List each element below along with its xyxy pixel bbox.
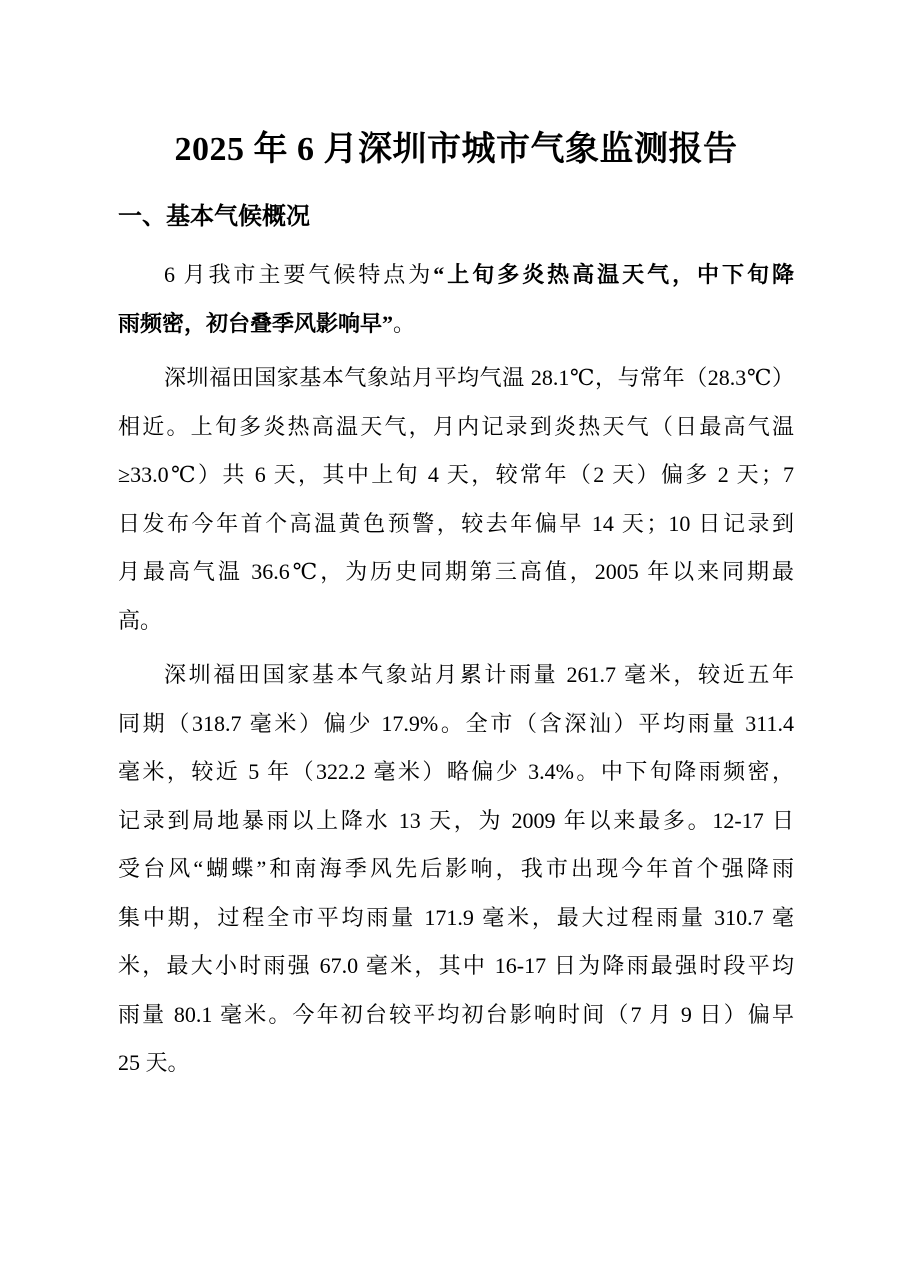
paragraph-line: 集中期，过程全市平均雨量 171.9 毫米，最大过程雨量 310.7 毫 xyxy=(118,904,794,930)
paragraph-text: 。 xyxy=(393,310,416,336)
paragraph-line: 雨量 80.1 毫米。今年初台较平均初台影响时间（7 月 9 日）偏早 xyxy=(118,1001,794,1027)
paragraph-line: 深圳福田国家基本气象站月平均气温 28.1℃，与常年（28.3℃） xyxy=(164,365,794,390)
paragraph-line: 米，最大小时雨强 67.0 毫米，其中 16-17 日为降雨最强时段平均 xyxy=(118,953,794,978)
paragraph-line: 深圳福田国家基本气象站月累计雨量 261.7 毫米，较近五年 xyxy=(164,662,794,687)
paragraph-line: 相近。上旬多炎热高温天气，月内记录到炎热天气（日最高气温 xyxy=(118,413,794,439)
paragraph-rainfall xyxy=(118,651,794,1088)
paragraph-line: 高。 xyxy=(118,607,163,633)
paragraph-text-bold: “上旬多炎热高温天气，中下旬降 xyxy=(433,262,794,287)
paragraph-line: 记录到局地暴雨以上降水 13 天，为 2009 年以来最多。12-17 日 xyxy=(118,807,794,833)
document-title: 2025 年 6 月深圳市城市气象监测报告 xyxy=(174,131,738,168)
paragraph-temperature xyxy=(118,354,794,645)
paragraph-line: 同期（318.7 毫米）偏少 17.9%。全市（含深汕）平均雨量 311.4 xyxy=(118,710,794,736)
paragraph-line: 25 天。 xyxy=(118,1050,190,1075)
paragraph-line xyxy=(118,300,794,349)
paragraph-climate-features xyxy=(118,251,794,348)
paragraph-text: 6 月我市主要气候特点为 xyxy=(164,262,434,287)
paragraph-line: 月最高气温 36.6℃，为历史同期第三高值，2005 年以来同期最 xyxy=(118,559,794,584)
paragraph-line: 日发布今年首个高温黄色预警，较去年偏早 14 天；10 日记录到 xyxy=(118,510,794,536)
document-content xyxy=(118,0,794,1088)
paragraph-line: ≥33.0℃）共 6 天，其中上旬 4 天，较常年（2 天）偏多 2 天；7 xyxy=(118,462,794,487)
paragraph-line xyxy=(118,251,794,300)
paragraph-line: 受台风“蝴蝶”和南海季风先后影响，我市出现今年首个强降雨 xyxy=(118,856,795,881)
paragraph-line: 毫米，较近 5 年（322.2 毫米）略偏少 3.4%。中下旬降雨频密， xyxy=(118,759,794,784)
paragraph-text-bold: 雨频密，初台叠季风影响早” xyxy=(118,310,394,336)
section-heading: 一、基本气候概况 xyxy=(118,203,310,230)
